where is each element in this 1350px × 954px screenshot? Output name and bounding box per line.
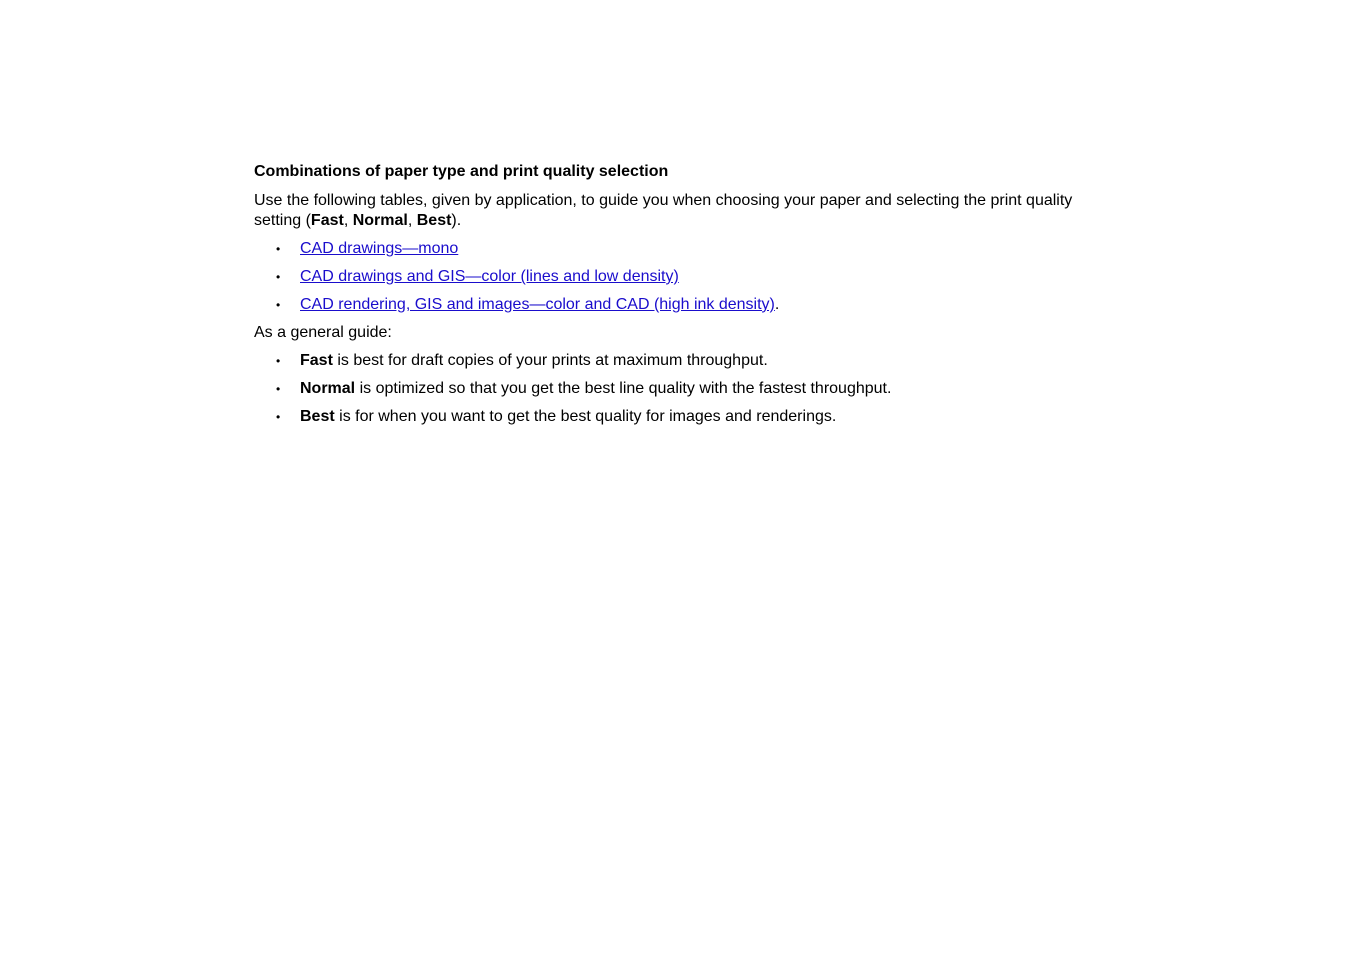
bullet-icon: • — [276, 298, 281, 312]
guide-term-normal: Normal — [300, 380, 356, 397]
link-cad-drawings-gis-color[interactable]: CAD drawings and GIS—color (lines and low density) — [300, 268, 679, 285]
bullet-icon: • — [276, 242, 281, 256]
guide-intro: As a general guide: — [254, 324, 392, 341]
intro-fast: Fast — [310, 212, 344, 229]
bullet-icon: • — [276, 270, 281, 284]
intro-sep-2: , — [407, 212, 417, 229]
guide-term-fast: Fast — [300, 352, 333, 369]
guide-text-fast: is best for draft copies of your prints at maximum throughput. — [332, 352, 768, 369]
intro-text-after: ). — [451, 212, 462, 229]
list-item — [254, 239, 1084, 259]
intro-normal: Normal — [352, 212, 408, 229]
intro-sep-1: , — [343, 212, 353, 229]
intro-best: Best — [416, 212, 452, 229]
link-cad-drawings-mono[interactable]: CAD drawings—mono — [300, 240, 459, 257]
intro-paragraph — [254, 191, 1084, 231]
list-item — [254, 351, 1084, 371]
list-item — [254, 295, 1084, 315]
intro-text-before: Use the following tables, given by application, to guide you when choosing your paper and selecting the print quality setting ( — [254, 192, 1073, 229]
list-item — [254, 407, 1084, 427]
section-heading: Combinations of paper type and print quality selection — [254, 163, 669, 180]
bullet-icon: • — [276, 354, 281, 368]
link-cad-rendering-gis-images[interactable]: CAD rendering, GIS and images—color and CAD (high ink density) — [300, 296, 775, 313]
guide-list — [254, 351, 1084, 427]
document-content — [254, 162, 1084, 435]
link-suffix: . — [774, 296, 780, 313]
guide-text-normal: is optimized so that you get the best line quality with the fastest throughput. — [355, 380, 892, 397]
list-item — [254, 379, 1084, 399]
bullet-icon: • — [276, 382, 281, 396]
guide-text-best: is for when you want to get the best quality for images and renderings. — [334, 408, 837, 425]
bullet-icon: • — [276, 410, 281, 424]
list-item — [254, 267, 1084, 287]
guide-term-best: Best — [300, 408, 335, 425]
table-links-list — [254, 239, 1084, 315]
